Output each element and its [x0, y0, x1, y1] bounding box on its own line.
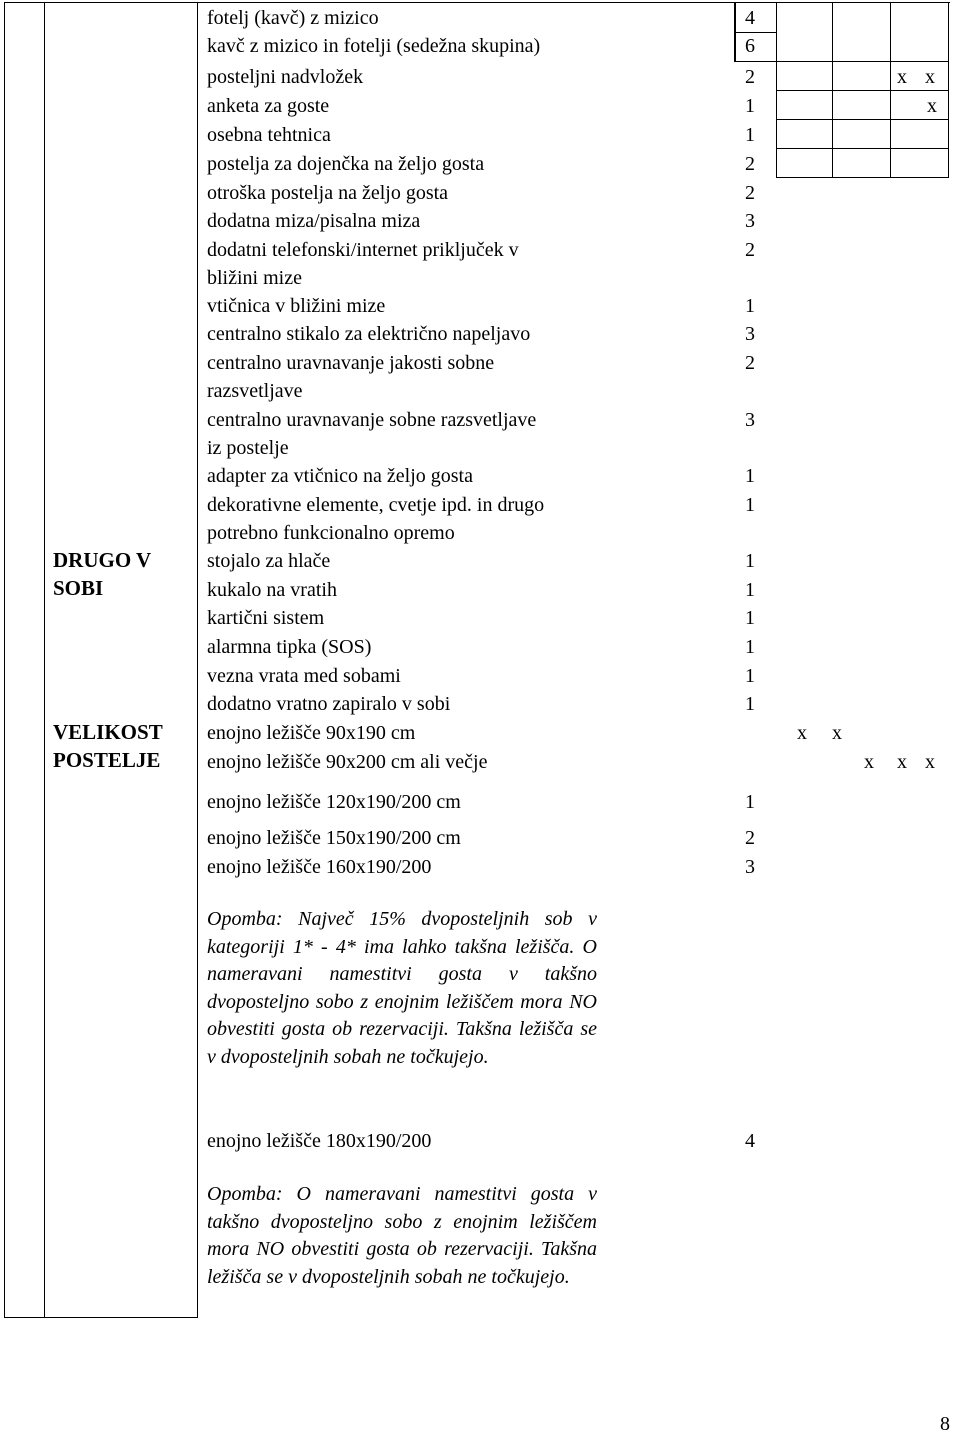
item-jakost-razsvetljave-points: 2: [745, 352, 755, 374]
item-razsvetljava-iz-postelje-points: 3: [745, 409, 755, 431]
grid-line: [776, 177, 948, 178]
item-lezisce-90x200-mark: x: [925, 751, 935, 773]
item-lezisce-150-points: 2: [745, 827, 755, 849]
grid-line: [776, 90, 948, 91]
item-lezisce-160-label: enojno ležišče 160x190/200: [207, 856, 432, 878]
item-lezisce-180-label: enojno ležišče 180x190/200: [207, 1130, 432, 1152]
item-adapter-label: adapter za vtičnico na željo gosta: [207, 465, 473, 487]
item-lezisce-120-label: enojno ležišče 120x190/200 cm: [207, 791, 461, 813]
item-kukalo-label: kukalo na vratih: [207, 579, 337, 601]
item-vratno-zapiralo-points: 1: [745, 693, 755, 715]
item-anketa-mark: x: [927, 95, 937, 117]
item-karticni-sistem-points: 1: [745, 607, 755, 629]
table-border-top: [4, 2, 198, 3]
item-jakost-razsvetljave-label: centralno uravnavanje jakosti sobne razsvetljave: [207, 352, 495, 402]
item-lezisce-150-label: enojno ležišče 150x190/200 cm: [207, 827, 461, 849]
item-lezisce-180-points: 4: [745, 1130, 755, 1152]
item-razsvetljava-iz-postelje-label: centralno uravnavanje sobne razsvetljave iz postelje: [207, 409, 537, 459]
category-drugo-v-sobi: DRUGO V SOBI: [53, 548, 152, 600]
item-lezisce-90x190-label: enojno ležišče 90x190 cm: [207, 722, 416, 744]
item-lezisce-90x200-mark: x: [864, 751, 874, 773]
item-vticnica-points: 1: [745, 295, 755, 317]
item-anketa-points: 1: [745, 95, 755, 117]
item-column-divider: [197, 2, 198, 1318]
item-stojalo-points: 1: [745, 550, 755, 572]
note-dvoposteljne-sobe: Opomba: Največ 15% dvoposteljnih sob v kategoriji 1* - 4* ima lahko takšna ležišča. O nameravani namestitvi gosta v takšno dvoposteljno sobo z enojnim ležiščem mora NO obvestiti gosta ob rezervaciji. Takšna ležišča se v dvoposteljnih sobah ne točkujejo.: [207, 908, 597, 1068]
item-alarmna-tipka-points: 1: [745, 636, 755, 658]
item-postelja-dojencek-points: 2: [745, 153, 755, 175]
item-telefonski-prikljucek-label: dodatni telefonski/internet priključek v bližini mize: [207, 239, 519, 289]
category-velikost-postelje: VELIKOST POSTELJE: [53, 720, 163, 772]
item-posteljni-nadvlozek-points: 2: [745, 66, 755, 88]
item-vezna-vrata-points: 1: [745, 665, 755, 687]
item-kukalo-points: 1: [745, 579, 755, 601]
item-posteljni-nadvlozek-label: posteljni nadvložek: [207, 66, 364, 88]
item-stojalo-label: stojalo za hlače: [207, 550, 331, 572]
item-dodatna-miza-label: dodatna miza/pisalna miza: [207, 210, 421, 232]
item-lezisce-120-points: 1: [745, 791, 755, 813]
item-sedezna-skupina-label: kavč z mizico in fotelji (sedežna skupina): [207, 35, 541, 57]
item-lezisce-90x190-mark: x: [832, 722, 842, 744]
item-telefonski-prikljucek-points: 2: [745, 239, 755, 261]
item-fotelj-points: 4: [745, 7, 755, 29]
mark-column-3: [948, 2, 949, 178]
item-vratno-zapiralo-label: dodatno vratno zapiralo v sobi: [207, 693, 451, 715]
item-centralno-stikalo-points: 3: [745, 323, 755, 345]
item-lezisce-90x200-mark: x: [897, 751, 907, 773]
item-alarmna-tipka-label: alarmna tipka (SOS): [207, 636, 372, 658]
grid-line: [776, 148, 948, 149]
item-dekorativni-elementi-points: 1: [745, 494, 755, 516]
note-namestitev-gosta: Opomba: O nameravani namestitvi gosta v takšno dvoposteljno sobo z enojnim ležiščem mora NO obvestiti gosta ob rezervaciji. Takšna ležišča se v dvoposteljnih sobah ne točkujejo.: [207, 1183, 597, 1288]
item-centralno-stikalo-label: centralno stikalo za električno napeljavo: [207, 323, 531, 345]
item-lezisce-90x200-label: enojno ležišče 90x200 cm ali večje: [207, 751, 488, 773]
page-number: 8: [940, 1413, 950, 1435]
top-grid-line: [197, 2, 950, 3]
item-otroska-postelja-points: 2: [745, 182, 755, 204]
item-lezisce-160-points: 3: [745, 856, 755, 878]
item-anketa-label: anketa za goste: [207, 95, 330, 117]
item-dekorativni-elementi-label: dekorativne elemente, cvetje ipd. in drugo potrebno funkcionalno opremo: [207, 494, 545, 544]
table-border-left: [4, 2, 5, 1318]
grid-line: [736, 61, 948, 62]
item-posteljni-nadvlozek-mark: x: [925, 66, 935, 88]
item-fotelj-label: fotelj (kavč) z mizico: [207, 7, 379, 29]
item-tehtnica-label: osebna tehtnica: [207, 124, 331, 146]
table-border-bottom: [4, 1317, 198, 1318]
item-lezisce-90x190-mark: x: [797, 722, 807, 744]
item-posteljni-nadvlozek-mark: x: [897, 66, 907, 88]
item-tehtnica-points: 1: [745, 124, 755, 146]
item-karticni-sistem-label: kartični sistem: [207, 607, 325, 629]
item-vticnica-label: vtičnica v bližini mize: [207, 295, 386, 317]
grid-line: [776, 119, 948, 120]
item-adapter-points: 1: [745, 465, 755, 487]
item-otroska-postelja-label: otroška postelja na željo gosta: [207, 182, 449, 204]
category-column-divider: [44, 2, 45, 1318]
item-sedezna-skupina-points: 6: [745, 35, 755, 57]
item-postelja-dojencek-label: postelja za dojenčka na željo gosta: [207, 153, 485, 175]
item-dodatna-miza-points: 3: [745, 210, 755, 232]
item-vezna-vrata-label: vezna vrata med sobami: [207, 665, 401, 687]
